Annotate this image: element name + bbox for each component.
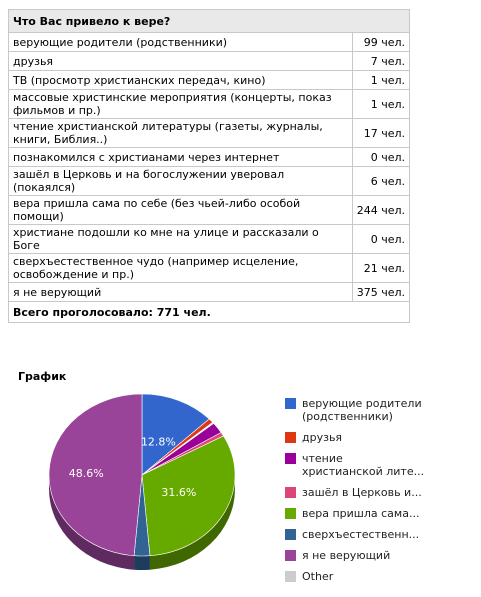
- poll-option-count: 6 чел.: [352, 167, 409, 196]
- poll-total: Всего проголосовало: 771 чел.: [9, 302, 410, 323]
- legend-swatch: [285, 508, 296, 519]
- poll-row: [9, 71, 410, 90]
- poll-option-count: 0 чел.: [352, 148, 409, 167]
- poll-option-label: массовые христинские мероприятия (концерты, показ фильмов и пр.): [9, 90, 353, 119]
- legend-swatch: [285, 487, 296, 498]
- poll-row: [9, 225, 410, 254]
- legend-label: я не верующий: [302, 549, 391, 562]
- legend-swatch: [285, 529, 296, 540]
- poll-option-label: чтение христианской литературы (газеты, журналы, книги, Библия..): [9, 119, 353, 148]
- poll-question: Что Вас привело к вере?: [9, 10, 410, 33]
- pie-slice-side: [134, 556, 150, 570]
- poll-results-table: [8, 9, 410, 323]
- poll-row: [9, 196, 410, 225]
- poll-option-label: вера пришла сама по себе (без чьей-либо особой помощи): [9, 196, 353, 225]
- poll-row: [9, 90, 410, 119]
- poll-option-count: 375 чел.: [352, 283, 409, 302]
- poll-option-count: 0 чел.: [352, 225, 409, 254]
- poll-option-count: 99 чел.: [352, 33, 409, 52]
- pie-slice-label: 48.6%: [68, 466, 104, 480]
- poll-row: [9, 254, 410, 283]
- legend-label: христианской лите...: [302, 465, 425, 478]
- legend-label: сверхъестественн...: [302, 528, 420, 541]
- poll-option-label: зашёл в Церковь и на богослужении уверовал (покаялся): [9, 167, 353, 196]
- poll-option-label: христиане подошли ко мне на улице и рассказали о Боге: [9, 225, 353, 254]
- poll-row: [9, 119, 410, 148]
- legend-swatch: [285, 571, 296, 582]
- pie-slice-label: 12.8%: [140, 435, 176, 449]
- pie-slice-label: 31.6%: [161, 486, 197, 500]
- poll-option-label: познакомился с христианами через интернет: [9, 148, 353, 167]
- poll-option-label: верующие родители (родственники): [9, 33, 353, 52]
- poll-option-count: 7 чел.: [352, 52, 409, 71]
- poll-option-label: друзья: [9, 52, 353, 71]
- poll-option-count: 21 чел.: [352, 254, 409, 283]
- poll-option-label: я не верующий: [9, 283, 353, 302]
- legend-label: друзья: [302, 431, 343, 444]
- legend-label: чтение: [302, 452, 343, 465]
- chart-legend: [285, 397, 424, 583]
- poll-total-row: [9, 302, 410, 323]
- poll-row: [9, 52, 410, 71]
- poll-option-label: сверхъестественное чудо (например исцеление, освобождение и пр.): [9, 254, 353, 283]
- legend-label: зашёл в Церковь и...: [302, 486, 422, 499]
- chart-title: График: [18, 370, 67, 383]
- legend-swatch: [285, 453, 296, 464]
- poll-row: [9, 33, 410, 52]
- poll-row: [9, 283, 410, 302]
- legend-label: Other: [302, 570, 334, 583]
- legend-label: (родственники): [302, 410, 393, 423]
- poll-option-label: ТВ (просмотр христианских передач, кино): [9, 71, 353, 90]
- poll-question-row: [9, 10, 410, 33]
- poll-row: [9, 167, 410, 196]
- legend-swatch: [285, 550, 296, 561]
- legend-swatch: [285, 432, 296, 443]
- legend-label: вера пришла сама...: [302, 507, 420, 520]
- poll-option-count: 1 чел.: [352, 71, 409, 90]
- legend-swatch: [285, 398, 296, 409]
- poll-option-count: 17 чел.: [352, 119, 409, 148]
- poll-option-count: 244 чел.: [352, 196, 409, 225]
- pie-chart: [0, 380, 481, 597]
- poll-option-count: 1 чел.: [352, 90, 409, 119]
- poll-row: [9, 148, 410, 167]
- legend-label: верующие родители: [302, 397, 422, 410]
